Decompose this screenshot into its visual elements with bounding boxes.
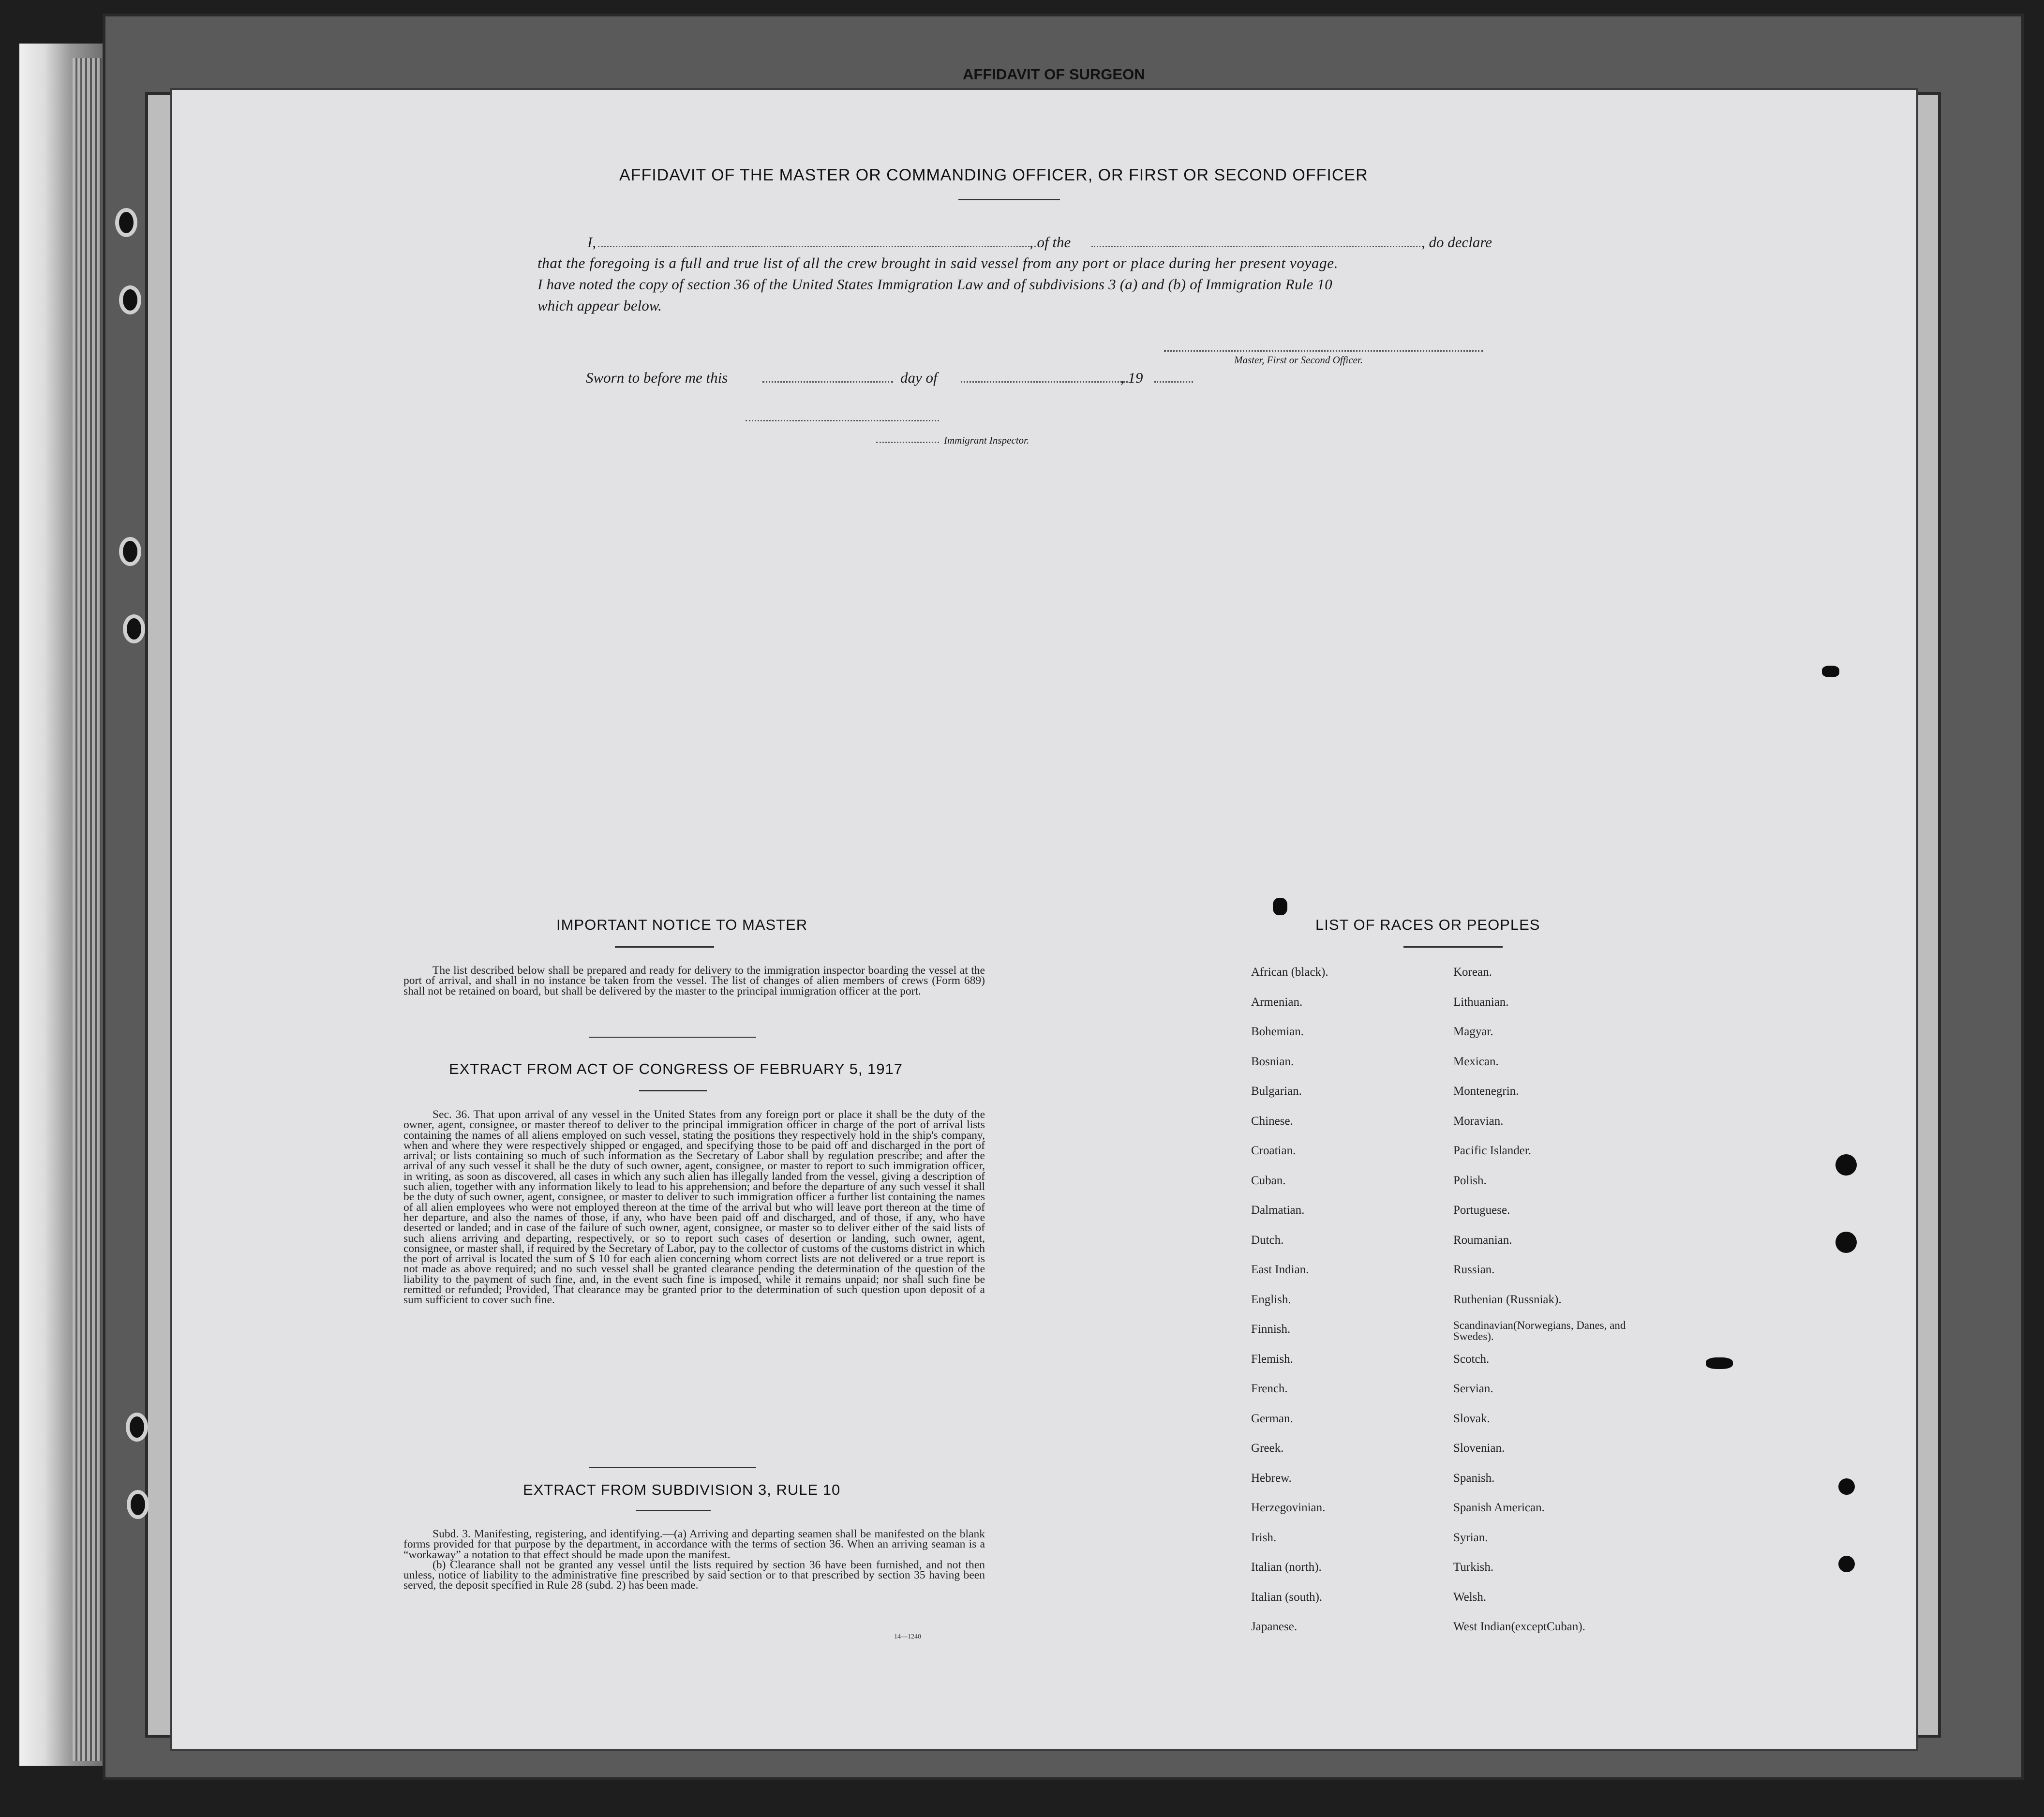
race-item: Dutch.: [1251, 1233, 1284, 1247]
notice-divider: [589, 1037, 756, 1038]
notice-heading: IMPORTANT NOTICE TO MASTER: [556, 916, 808, 933]
race-item: Bulgarian.: [1251, 1085, 1302, 1098]
race-item: Welsh.: [1453, 1590, 1487, 1604]
race-item: Italian (north).: [1251, 1561, 1322, 1574]
act-heading: EXTRACT FROM ACT OF CONGRESS OF FEBRUARY 5, 1917: [449, 1060, 903, 1077]
rule-heading-rule: [636, 1510, 711, 1511]
race-item: Spanish American.: [1453, 1501, 1545, 1514]
inspector-caption: Immigrant Inspector.: [944, 434, 1029, 446]
race-item: Bosnian.: [1251, 1055, 1294, 1068]
notice-rule: [615, 946, 714, 948]
punch-mark: [1835, 1154, 1857, 1176]
race-item: Korean.: [1453, 966, 1492, 979]
race-item: Moravian.: [1453, 1114, 1504, 1128]
rule-text-b: (b) Clearance shall not be granted any vessel until the lists required by section 36 have been furnished, and not then unless, notice of liability to the administrative fine prescribed by said section or to that prescribed by section 35 having been served, the deposit specified in Rule 28 (subd. 2) has been made.: [403, 1558, 985, 1592]
inspector-caption-lead: [876, 442, 939, 443]
affidavit-line1-i: I,: [587, 234, 597, 251]
punch-mark: [1835, 1232, 1857, 1253]
race-item: Flemish.: [1251, 1352, 1293, 1366]
rule-heading: EXTRACT FROM SUBDIVISION 3, RULE 10: [523, 1481, 841, 1498]
race-item: Hebrew.: [1251, 1471, 1292, 1485]
race-item: Cuban.: [1251, 1174, 1286, 1187]
race-item: Italian (south).: [1251, 1590, 1323, 1604]
binder-hole: [123, 614, 145, 643]
race-item: Finnish.: [1251, 1323, 1291, 1336]
form-number: 14—1240: [894, 1633, 921, 1640]
races-rule: [1403, 946, 1503, 948]
tab-title: AFFIDAVIT OF SURGEON: [963, 66, 1145, 83]
race-item: Slovak.: [1453, 1412, 1490, 1425]
binder-hole: [126, 1413, 148, 1442]
race-item: Irish.: [1251, 1531, 1277, 1544]
rule-text: [403, 1529, 985, 1591]
race-item: Mexican.: [1453, 1055, 1499, 1068]
affidavit-page: [170, 88, 1918, 1751]
race-item: Roumanian.: [1453, 1233, 1512, 1247]
race-item: Armenian.: [1251, 995, 1303, 1009]
race-item: Croatian.: [1251, 1144, 1296, 1157]
signature-caption: Master, First or Second Officer.: [1234, 354, 1363, 366]
race-item: Herzegovinian.: [1251, 1501, 1326, 1514]
act-text: Sec. 36. That upon arrival of any vessel in the United States from any foreign port or place it shall be the duty of the owner, agent, consignee, or master thereof to deliver to the principal immigration officer in charge of the port of arrival lists containing the names of all aliens employed on such vessel, stating the positions they respectively hold in the ship's company, when and where they were respectively shipped or engaged, and specifying those to be paid off and discharged in the port of arrival; or lists containing so much of such information as the Secretary of Labor shall by regulation prescribe; and after the arrival of any such vessel it shall be the duty of such owner, agent, consignee, or master to report to such immigration officer, in writing, as soon as discovered, all cases in which any such alien has illegally landed from the vessel, giving a description of such alien, together with any information likely to lead to his apprehension; and before the departure of any such vessel it shall be the duty of such owner, agent, consignee, or master to deliver to such immigration officer a further list containing the names of all alien employees who were not employed thereon at the time of the arrival but who will leave port thereon at the time of her departure, and also the names of those, if any, who have been paid off and discharged, and of those, if any, who have deserted or landed; and in case of the failure of such owner, agent, consignee, or master so to deliver either of the said lists of such aliens arriving and departing, respectively, or so to report such cases of desertion or landing, such owner, agent, consignee, or master shall, if required by the Secretary of Labor, pay to the collector of customs of the customs district in which the port of arrival is located the sum of $ 10 for each alien concerning whom correct lists are not delivered or a true report is not made as above required; and no such vessel shall be granted clearance pending the determination of the question of the liability to the payment of such fine, and, in the event such fine is imposed, while it remains unpaid; nor shall such fine be remitted or refunded; Provided, That clearance may be granted prior to the determination of such question upon deposit of a sum sufficient to cover such fine.: [403, 1108, 985, 1307]
heading-rule: [958, 199, 1060, 200]
sworn-month-blank: [961, 381, 1128, 383]
name-blank: [598, 246, 1036, 247]
affidavit-heading: AFFIDAVIT OF THE MASTER OR COMMANDING OFFICER, OR FIRST OR SECOND OFFICER: [619, 166, 1368, 184]
race-item: Lithuanian.: [1453, 995, 1509, 1009]
ink-smudge: [1273, 898, 1287, 915]
signature-blank: [1164, 350, 1483, 352]
race-item: Russian.: [1453, 1263, 1495, 1276]
race-item: Montenegrin.: [1453, 1085, 1519, 1098]
race-item: African (black).: [1251, 966, 1328, 979]
ink-smudge: [1706, 1357, 1733, 1369]
race-item: Servian.: [1453, 1382, 1493, 1395]
ink-smudge: [1822, 666, 1839, 677]
race-item: Syrian.: [1453, 1531, 1488, 1544]
race-item: French.: [1251, 1382, 1288, 1395]
race-item: Greek.: [1251, 1442, 1284, 1455]
page-edges: [73, 58, 102, 1761]
sworn-year-blank: [1154, 381, 1193, 383]
race-item: West Indian(exceptCuban).: [1453, 1620, 1585, 1633]
races-heading: LIST OF RACES OR PEOPLES: [1315, 916, 1540, 933]
sworn-day-of: day of: [900, 369, 938, 386]
race-item: Scandinavian(Norwegians, Danes, and Swedes).: [1453, 1319, 1626, 1342]
sworn-day-blank: [762, 381, 893, 383]
race-item: English.: [1251, 1293, 1291, 1306]
race-item: Scotch.: [1453, 1352, 1490, 1366]
race-item: East Indian.: [1251, 1263, 1309, 1276]
sworn-year: , 19: [1120, 369, 1143, 386]
sworn-prefix: Sworn to before me this: [586, 369, 728, 386]
affidavit-line3: I have noted the copy of section 36 of the United States Immigration Law and of subdivisions 3 (a) and (b) of Immigration Rule 10: [537, 276, 1332, 293]
race-item: Dalmatian.: [1251, 1204, 1305, 1217]
inspector-signature-blank: [746, 420, 939, 421]
binder-hole: [119, 537, 141, 566]
race-item: Slovenian.: [1453, 1442, 1505, 1455]
vessel-blank: [1091, 246, 1420, 247]
binder-hole: [127, 1490, 149, 1519]
affidavit-line2: that the foregoing is a full and true list of all the crew brought in said vessel from any port or place during her present voyage.: [537, 254, 1339, 271]
binder-hole: [115, 208, 137, 237]
binder-hole: [119, 285, 141, 314]
race-item: Japanese.: [1251, 1620, 1298, 1633]
act-divider: [589, 1467, 756, 1468]
race-item: Turkish.: [1453, 1561, 1494, 1574]
race-item: Ruthenian (Russniak).: [1453, 1293, 1562, 1306]
race-item: Bohemian.: [1251, 1025, 1304, 1038]
affidavit-line1-of-the: , of the: [1029, 234, 1071, 251]
affidavit-line4: which appear below.: [537, 297, 662, 314]
race-item: Magyar.: [1453, 1025, 1493, 1038]
race-item: Portuguese.: [1453, 1204, 1510, 1217]
race-item: Polish.: [1453, 1174, 1487, 1187]
race-item: Spanish.: [1453, 1471, 1495, 1485]
punch-mark: [1838, 1478, 1855, 1495]
race-item: Chinese.: [1251, 1114, 1293, 1128]
race-item: Pacific Islander.: [1453, 1144, 1532, 1157]
affidavit-line1-do-declare: , do declare: [1421, 234, 1492, 251]
rule-text-a: Subd. 3. Manifesting, registering, and identifying.—(a) Arriving and departing seamen shall be manifested on the blank forms provided for that purpose by the department, in accordance with the terms of section 36. When an arriving seaman is a “workaway” a notation to that effect should be made upon the manifest.: [403, 1528, 985, 1561]
race-item: German.: [1251, 1412, 1293, 1425]
act-rule: [639, 1090, 707, 1091]
punch-mark: [1838, 1556, 1855, 1572]
notice-text: The list described below shall be prepared and ready for delivery to the immigration inspector boarding the vessel at the port of arrival, and shall in no instance be taken from the vessel. The list of changes of alien members of crews (Form 689) shall not be retained on board, but shall be delivered by the master to the principal immigration officer at the port.: [403, 964, 985, 998]
